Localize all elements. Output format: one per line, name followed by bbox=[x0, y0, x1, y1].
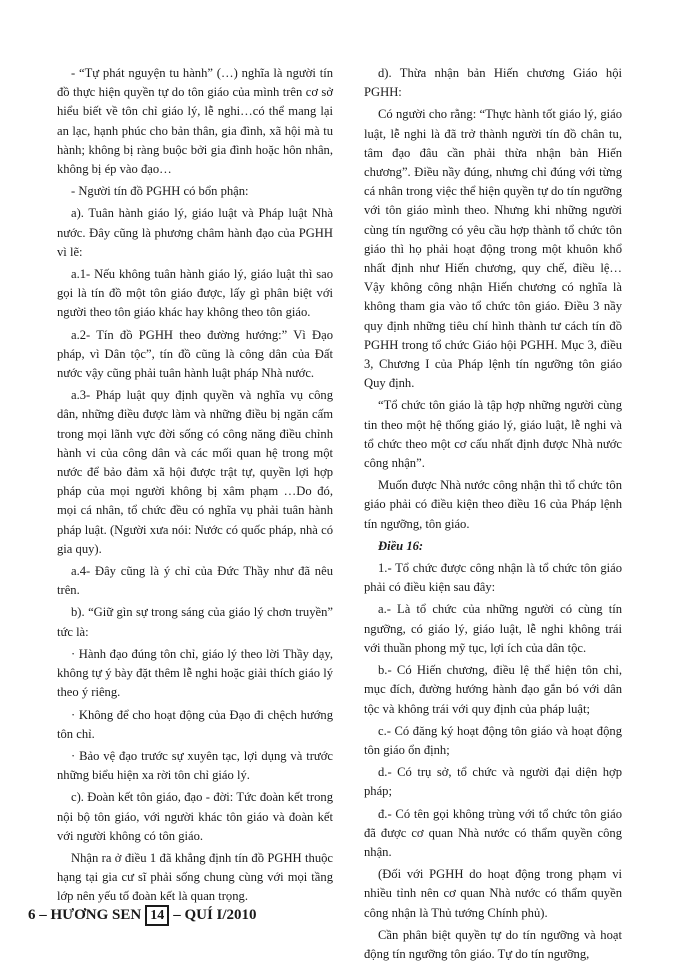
issue-period: – QUÍ I/2010 bbox=[173, 907, 257, 923]
paragraph: a.3- Pháp luật quy định quyền và nghĩa vụ công dân, những điều được làm và những điều bị ngăn cấm trong mọi lãnh vực đời sống có công năng điều chỉnh hành vi của công dân và các mối quan hệ trong một nước để bảo đảm xã hội được trật tự, quyền lợi hợp pháp của mọi người không bị xâm phạm …Do đó, mọi cá nhân, tổ chức đều có nghĩa vụ phải tuân hành pháp luật. (Người xưa nói: Nước có quốc pháp, nhà có gia quy). bbox=[57, 388, 333, 556]
paragraph: · Hành đạo đúng tôn chỉ, giáo lý theo lời Thầy dạy, không tự ý bày đặt thêm lễ nghi hoặc giải thích giáo lý theo ý riêng. bbox=[57, 646, 333, 700]
paragraph: b). “Giữ gìn sự trong sáng của giáo lý chơn truyền” tức là: bbox=[57, 605, 333, 639]
paragraph: Có người cho rằng: “Thực hành tốt giáo lý, giáo luật, lễ nghi là đã trở thành người tín đồ chân tu, tâm đạo đâu cần phải thừa nhận bản Hiến chương”. Điều nầy đúng, nhưng chỉ đúng với từng cá nhân trong việc thể hiện quyền tự do tín ngưỡng với tôn giáo mình theo. Nhưng khi những người cùng tín ngưỡng có yêu cầu hợp thành tổ chức tôn giáo thì họ phải hoạt động trong một khuôn khổ nhất định như Hiến chương, quy chế, điều lệ…Vậy không công nhận Hiến chương có nghĩa là không tham gia vào tổ chức tôn giáo. Điều 3 nầy quy định những tiêu chí hình thành tư cách tín đồ PGHH trong tổ chức Giáo hội PGHH. Mục 3, điều 3, Chương I của Pháp lệnh tín ngưỡng tôn giáo Quy định. bbox=[364, 107, 622, 391]
paragraph: c). Đoàn kết tôn giáo, đạo - đời: Tức đoàn kết trong nội bộ tôn giáo, với người khác tôn giáo và đoàn kết với người không có tôn giáo. bbox=[57, 790, 333, 843]
paragraph: a). Tuân hành giáo lý, giáo luật và Pháp luật Nhà nước. Đây cũng là phương châm hành đạo của PGHH vì lẽ: bbox=[57, 206, 333, 259]
paragraph: 1.- Tổ chức được công nhận là tổ chức tôn giáo phải có điều kiện sau đây: bbox=[364, 561, 622, 595]
paragraph: Cần phân biệt quyền tự do tín ngưỡng và hoạt động tín ngưỡng tôn giáo. Tự do tín ngưỡng, bbox=[364, 927, 622, 961]
paragraph: (Đối với PGHH do hoạt động trong phạm vi nhiều tỉnh nên cơ quan Nhà nước có thẩm quyền công nhận là Thủ tướng Chính phủ). bbox=[364, 867, 622, 920]
paragraph: a.- Là tổ chức của những người có cùng tín ngưỡng, có giáo lý, giáo luật, lễ nghi không trái với thuần phong mỹ tục, lợi ích của dân tộc. bbox=[364, 602, 622, 655]
issue-number: 14 bbox=[145, 905, 169, 926]
article-heading: Điều 16: bbox=[378, 538, 424, 553]
paragraph: a.2- Tín đồ PGHH theo đường hướng:” Vì Đạo pháp, vì Dân tộc”, tín đồ cũng là công dân của Đất nước vậy cũng phải tuân hành luật pháp Nhà nước. bbox=[57, 327, 333, 381]
paragraph: Muốn được Nhà nước công nhận thì tổ chức tôn giáo phải có điều kiện theo điều 16 của Pháp lệnh tín ngưỡng, tôn giáo. bbox=[364, 478, 622, 531]
paragraph: · Bảo vệ đạo trước sự xuyên tạc, lợi dụng và trước những biểu hiện xa rời tôn chỉ giáo lý. bbox=[57, 748, 333, 783]
paragraph: Nhận ra ở điều 1 đã khẳng định tín đồ PGHH thuộc hạng tại gia cư sĩ phải sống chung cùng với mọi tầng lớp nên yếu tố đoàn kết là quan trọng. bbox=[57, 850, 333, 904]
paragraph: a.4- Đây cũng là ý chỉ của Đức Thầy như đã nêu trên. bbox=[57, 564, 333, 598]
page-footer bbox=[28, 905, 257, 926]
paragraph: - Người tín đồ PGHH có bổn phận: bbox=[71, 184, 249, 199]
left-column bbox=[57, 64, 333, 910]
paragraph: d.- Có trụ sở, tổ chức và người đại diện hợp pháp; bbox=[364, 765, 622, 799]
paragraph: d). Thừa nhận bản Hiến chương Giáo hội PGHH: bbox=[364, 66, 622, 100]
publication-name: – HƯƠNG SEN bbox=[39, 907, 142, 923]
paragraph: “Tổ chức tôn giáo là tập hợp những người cùng tin theo một hệ thống giáo lý, giáo luật, lễ nghi và tổ chức theo một cơ cấu nhất định được Nhà nước công nhận”. bbox=[364, 398, 622, 471]
page-number: 6 bbox=[28, 907, 36, 923]
paragraph: c.- Có đăng ký hoạt động tôn giáo và hoạt động tôn giáo ổn định; bbox=[364, 723, 622, 757]
right-column bbox=[364, 64, 622, 967]
paragraph: - “Tự phát nguyện tu hành” (…) nghĩa là người tín đồ thực hiện quyền tự do tôn giáo của mình trên cơ sở hiểu biết về tôn chỉ giáo lý, lễ nghi…có thể mang lại an lạc, hạnh phúc cho bản thân, gia đình, xã hội mà tu hành; không bị ràng buộc bởi gia đình hoặc hôn nhân, không bị ép vào đạo… bbox=[57, 66, 333, 177]
paragraph: b.- Có Hiến chương, điều lệ thể hiện tôn chỉ, mục đích, đường hướng hành đạo gắn bó với dân tộc và không trái với quy định của pháp luật; bbox=[364, 663, 622, 716]
paragraph: a.1- Nếu không tuân hành giáo lý, giáo luật thì sao gọi là tín đồ một tôn giáo được, lấy gì phân biệt với người theo tôn giáo khác hay không theo tôn giáo. bbox=[57, 267, 333, 320]
paragraph: · Không để cho hoạt động của Đạo đi chệch hướng tôn chỉ. bbox=[57, 707, 333, 741]
paragraph: đ.- Có tên gọi không trùng với tổ chức tôn giáo đã được cơ quan Nhà nước có thẩm quyền công nhận. bbox=[364, 806, 622, 859]
